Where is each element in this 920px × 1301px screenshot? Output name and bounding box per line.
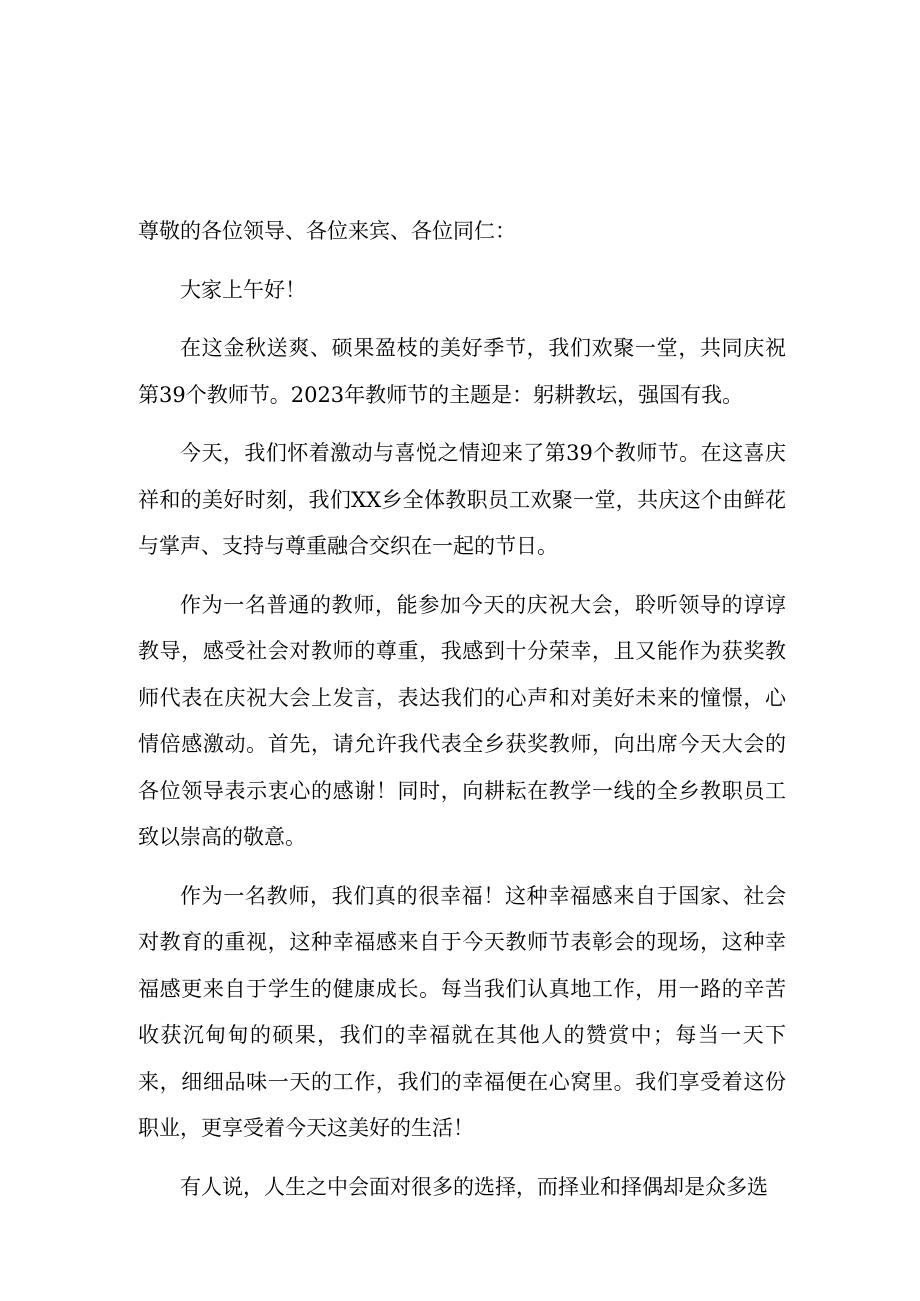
- paragraph-gratitude: 作为一名普通的教师，能参加今天的庆祝大会，聆听领导的谆谆教导，感受社会对教师的尊重，我感到十分荣幸，且又能作为获奖教师代表在庆祝大会上发言，表达我们的心声和对美好未来的憧憬，心情倍感激动。首先，请允许我代表全乡获奖教师，向出席今天大会的各位领导表示衷心的感谢！同时，向耕耘在教学一线的全乡教职员工致以崇高的敬意。: [138, 592, 786, 849]
- paragraph-theme: 在这金秋送爽、硕果盈枝的美好季节，我们欢聚一堂，共同庆祝第39个教师节。2023年教师节的主题是：躬耕教坛，强国有我。: [138, 336, 786, 407]
- paragraph-happiness: 作为一名教师，我们真的很幸福！这种幸福感来自于国家、社会对教育的重视，这种幸福感来自于今天教师节表彰会的现场，这种幸福感更来自于学生的健康成长。每当我们认真地工作，用一路的辛苦收获沉甸甸的硕果，我们的幸福就在其他人的赞赏中；每当一天下来，细细品味一天的工作，我们的幸福便在心窝里。我们享受着这份职业，更享受着今天这美好的生活！: [138, 883, 786, 1140]
- document-body: [138, 208, 786, 1222]
- paragraph-choices: 有人说，人生之中会面对很多的选择，而择业和择偶却是众多选: [180, 1174, 768, 1199]
- paragraph-celebration: 今天，我们怀着激动与喜悦之情迎来了第39个教师节。在这喜庆祥和的美好时刻，我们XX乡全体教职员工欢聚一堂，共庆这个由鲜花与掌声、支持与尊重融合交织在一起的节日。: [138, 441, 786, 558]
- paragraph-greeting: 大家上午好！: [180, 277, 306, 302]
- salutation: 尊敬的各位领导、各位来宾、各位同仁：: [138, 219, 516, 243]
